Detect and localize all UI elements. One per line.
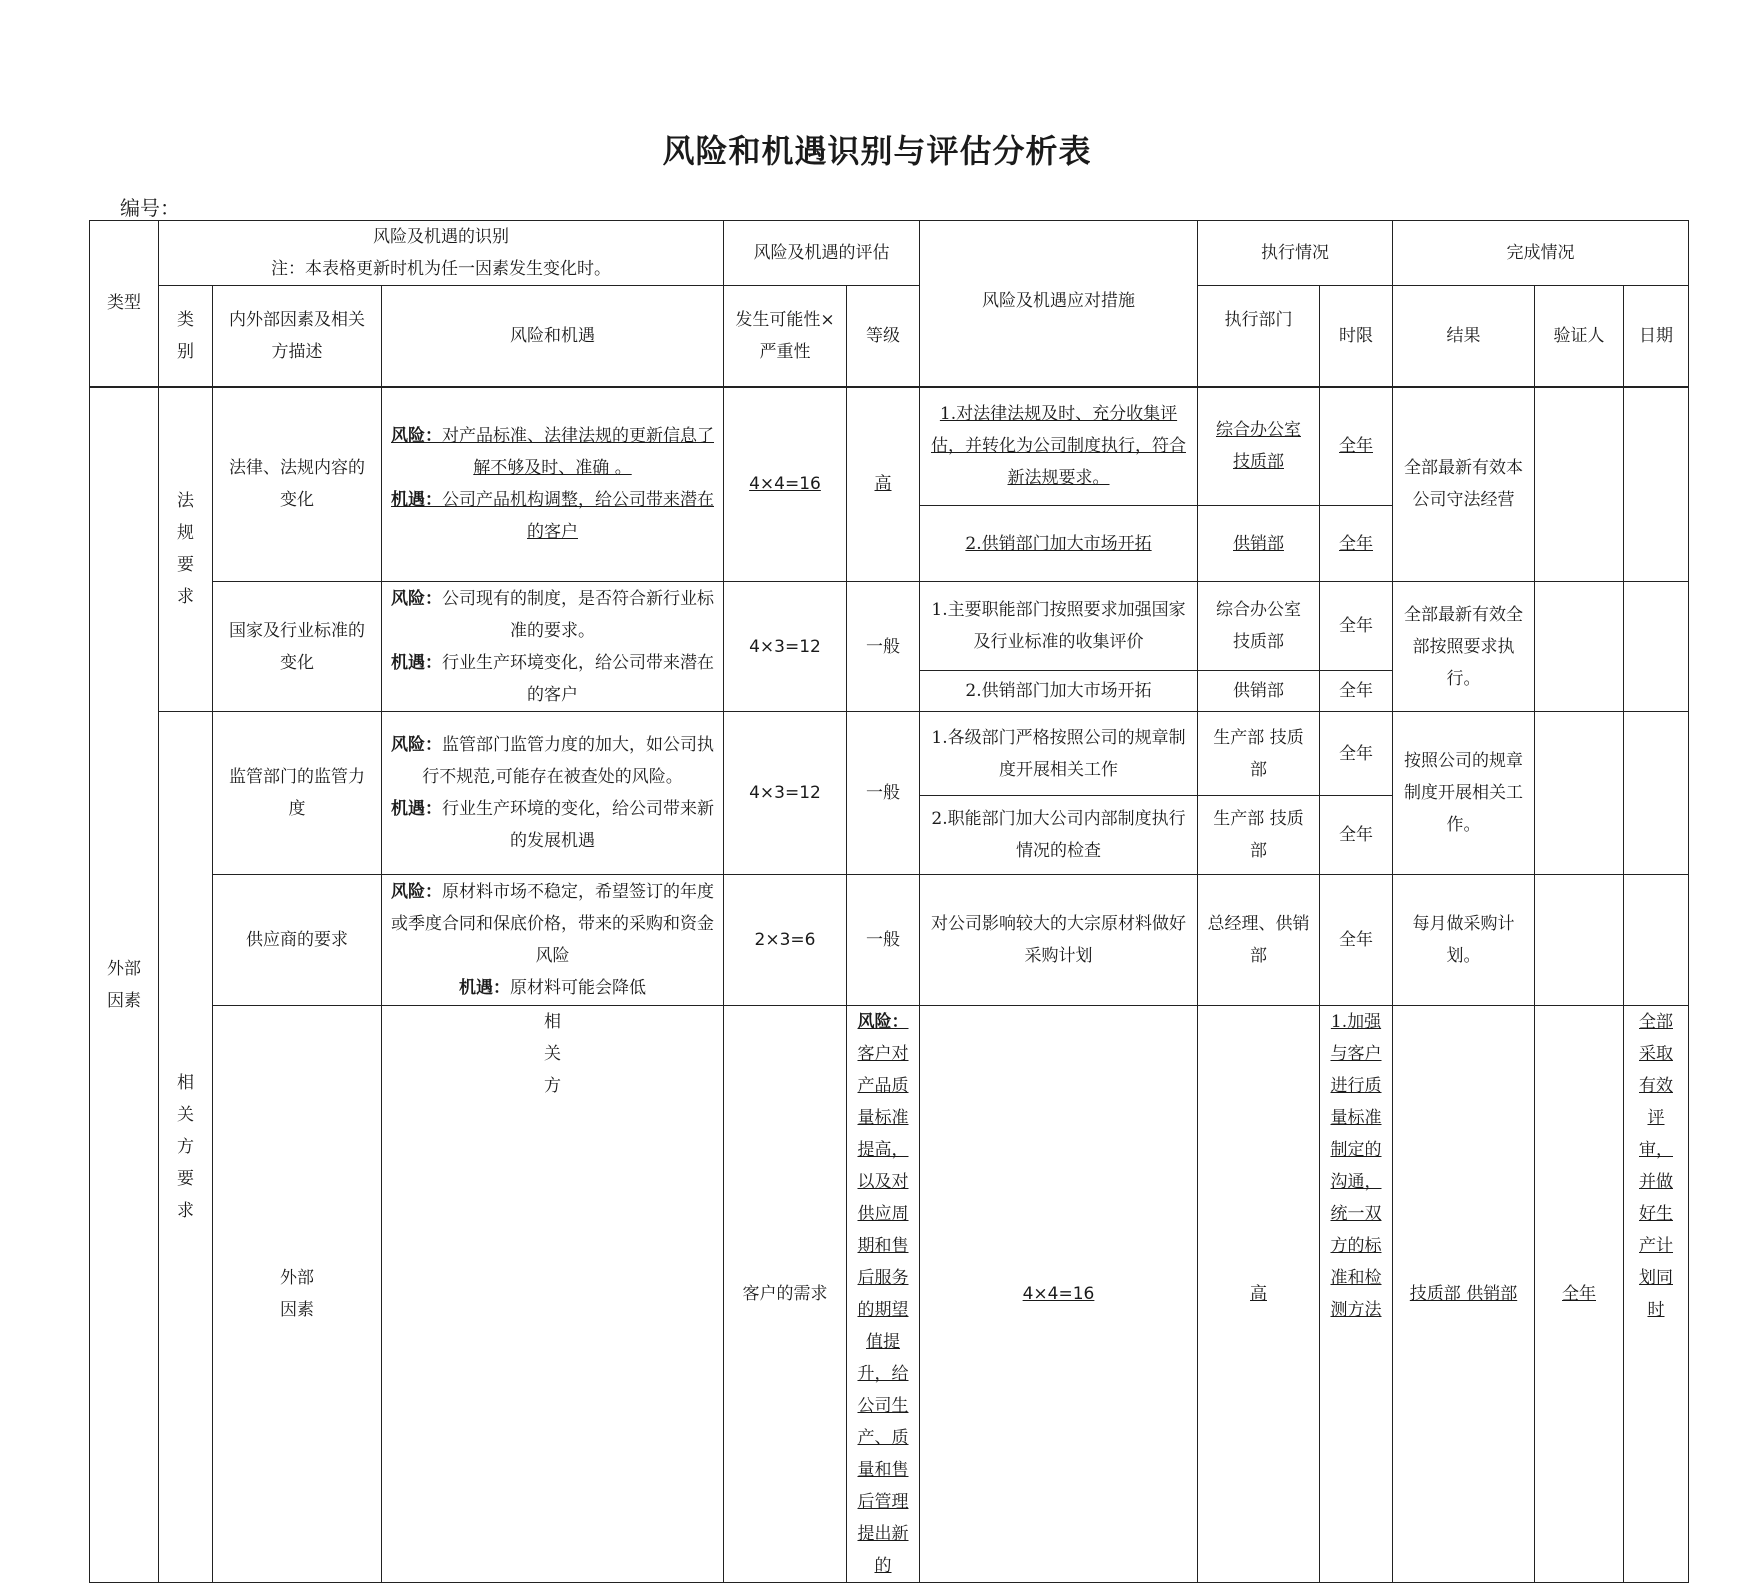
result-cell: 按照公司的规章制度开展相关工作。 <box>1393 712 1535 875</box>
opportunity-label: 机遇： <box>391 799 442 819</box>
result-cell: 全部采取有效评审，并做好生产计划同时 <box>1624 1006 1689 1583</box>
department-cell: 综合办公室 技质部 <box>1198 387 1320 506</box>
deadline-cell: 全年 <box>1320 875 1393 1006</box>
measure-cell: 2.供销部门加大市场开拓 <box>920 671 1198 712</box>
factor-cell: 监管部门的监管力度 <box>213 712 382 875</box>
department-cell: 技质部 供销部 <box>1393 1006 1535 1583</box>
measure-cell: 对公司影响较大的大宗原材料做好采购计划 <box>920 875 1198 1006</box>
date-cell <box>1624 387 1689 582</box>
deadline-cell: 全年 <box>1320 387 1393 506</box>
header-risk-opportunity: 风险和机遇 <box>382 286 724 387</box>
risk-opportunity-cell <box>382 875 724 1006</box>
level-cell: 一般 <box>847 582 920 712</box>
risk-text: 公司现有的制度，是否符合新行业标准的要求。 <box>442 588 714 641</box>
header-verifier: 验证人 <box>1535 286 1624 387</box>
group-category-stakeholder-text: 相关方要求 <box>177 1073 194 1221</box>
verifier-cell <box>1535 387 1624 582</box>
header-execution-group: 执行情况 <box>1198 221 1393 286</box>
verifier-cell <box>1535 582 1624 712</box>
result-cell: 全部最新有效本公司守法经营 <box>1393 387 1535 582</box>
header-category-text: 类别 <box>177 309 194 362</box>
measure-cell: 2.供销部门加大市场开拓 <box>920 506 1198 582</box>
table-row <box>90 712 1689 796</box>
deadline-cell: 全年 <box>1320 796 1393 875</box>
table-row <box>90 875 1689 1006</box>
group-category-law <box>159 387 213 712</box>
header-date: 日期 <box>1624 286 1689 387</box>
risk-opportunity-cell <box>382 712 724 875</box>
date-cell <box>1624 875 1689 1006</box>
opportunity-label: 机遇： <box>391 490 442 511</box>
risk-label: 风险： <box>391 882 442 902</box>
opportunity-label: 机遇： <box>391 652 442 673</box>
document-number-label: 编号： <box>120 196 180 220</box>
score-cell: 4×3=12 <box>724 582 847 712</box>
measure-cell: 1.加强与客户进行质量标准制定的沟通，统一双方的标准和检测方法 <box>1320 1006 1393 1583</box>
score-cell: 4×4=16 <box>724 387 847 582</box>
department-cell: 总经理、供销部 <box>1198 875 1320 1006</box>
risk-label: 风险： <box>857 1012 909 1032</box>
level-cell: 高 <box>847 387 920 582</box>
header-category <box>159 286 213 387</box>
table-row <box>90 582 1689 671</box>
department-cell: 生产部 技质部 <box>1198 796 1320 875</box>
risk-opportunity-cell <box>382 387 724 582</box>
verifier-cell <box>1535 875 1624 1006</box>
factor-cell: 国家及行业标准的变化 <box>213 582 382 712</box>
group-category-law-text: 法规要求 <box>177 491 194 608</box>
header-identify-note: 注：本表格更新时机为任一因素发生变化时。 <box>271 259 611 279</box>
risk-text: 原材料市场不稳定，希望签订的年度或季度合同和保底价格，带来的采购和资金风险 <box>391 882 714 966</box>
risk-opportunity-cell <box>382 582 724 712</box>
group-category-stakeholder <box>159 712 213 1583</box>
score-cell: 4×4=16 <box>920 1006 1198 1583</box>
measure-cell: 1.各级部门严格按照公司的规章制度开展相关工作 <box>920 712 1198 796</box>
result-cell: 每月做采购计划。 <box>1393 875 1535 1006</box>
header-department: 执行部门 <box>1198 286 1320 387</box>
date-cell <box>1624 582 1689 712</box>
risk-label: 风险： <box>391 426 442 447</box>
opportunity-label: 机遇： <box>459 978 510 998</box>
level-cell: 高 <box>1198 1006 1320 1583</box>
risk-label: 风险： <box>391 735 442 755</box>
group-category-stakeholder-2 <box>382 1006 724 1583</box>
score-cell: 2×3=6 <box>724 875 847 1006</box>
group-type-external-2 <box>213 1006 382 1583</box>
deadline-cell: 全年 <box>1320 712 1393 796</box>
measure-cell: 2.职能部门加大公司内部制度执行情况的检查 <box>920 796 1198 875</box>
page-title: 风险和机遇识别与评估分析表 <box>662 132 1092 170</box>
header-row-1 <box>90 221 1689 286</box>
date-cell <box>1624 712 1689 875</box>
header-identify-group <box>159 221 724 286</box>
table-row <box>90 1006 1689 1583</box>
header-type: 类型 <box>90 221 159 387</box>
header-measures: 风险及机遇应对措施 <box>920 221 1198 387</box>
risk-opportunity-cell <box>847 1006 920 1583</box>
opportunity-text: 行业生产环境变化，给公司带来潜在的客户 <box>442 652 714 705</box>
opportunity-text: 公司产品机构调整，给公司带来潜在的客户 <box>442 490 714 543</box>
deadline-cell: 全年 <box>1320 582 1393 671</box>
verifier-cell <box>1535 712 1624 875</box>
header-evaluate-group: 风险及机遇的评估 <box>724 221 920 286</box>
risk-opportunity-table <box>89 220 1689 1583</box>
risk-text: 对产品标准、法律法规的更新信息了解不够及时、准确 。 <box>442 426 714 479</box>
factor-cell: 客户的需求 <box>724 1006 847 1583</box>
factor-cell: 法律、法规内容的变化 <box>213 387 382 582</box>
level-cell: 一般 <box>847 712 920 875</box>
header-factors: 内外部因素及相关方描述 <box>213 286 382 387</box>
deadline-cell: 全年 <box>1535 1006 1624 1583</box>
result-cell: 全部最新有效全部按照要求执行。 <box>1393 582 1535 712</box>
header-completion-group: 完成情况 <box>1393 221 1689 286</box>
header-level: 等级 <box>847 286 920 387</box>
measure-cell: 1.主要职能部门按照要求加强国家及行业标准的收集评价 <box>920 582 1198 671</box>
header-identify-title: 风险及机遇的识别 <box>373 227 509 247</box>
header-probability: 发生可能性×严重性 <box>724 286 847 387</box>
department-cell: 供销部 <box>1198 671 1320 712</box>
group-type-external <box>90 387 159 1583</box>
score-cell: 4×3=12 <box>724 712 847 875</box>
risk-text: 客户对产品质量标准提高，以及对供应周期和售后服务的期望值提升，给公司生产、质量和售后管理提出新的 <box>857 1044 909 1576</box>
deadline-cell: 全年 <box>1320 506 1393 582</box>
header-deadline: 时限 <box>1320 286 1393 387</box>
department-cell: 综合办公室 技质部 <box>1198 582 1320 671</box>
group-category-stakeholder-2-text: 相关方 <box>544 1012 561 1096</box>
group-type-external-2-text: 外部因素 <box>280 1268 314 1320</box>
group-type-external-text: 外部因素 <box>107 958 141 1011</box>
table-row <box>90 387 1689 506</box>
header-result: 结果 <box>1393 286 1535 387</box>
opportunity-text: 行业生产环境的变化，给公司带来新的发展机遇 <box>442 799 714 851</box>
risk-text: 监管部门监管力度的加大，如公司执行不规范,可能存在被查处的风险。 <box>422 735 714 787</box>
department-cell: 生产部 技质部 <box>1198 712 1320 796</box>
factor-cell: 供应商的要求 <box>213 875 382 1006</box>
risk-label: 风险： <box>391 588 442 609</box>
level-cell: 一般 <box>847 875 920 1006</box>
department-cell: 供销部 <box>1198 506 1320 582</box>
opportunity-text: 原材料可能会降低 <box>510 978 646 998</box>
measure-cell: 1.对法律法规及时、充分收集评估，并转化为公司制度执行，符合新法规要求。 <box>920 387 1198 506</box>
header-row-2 <box>90 286 1689 387</box>
deadline-cell: 全年 <box>1320 671 1393 712</box>
